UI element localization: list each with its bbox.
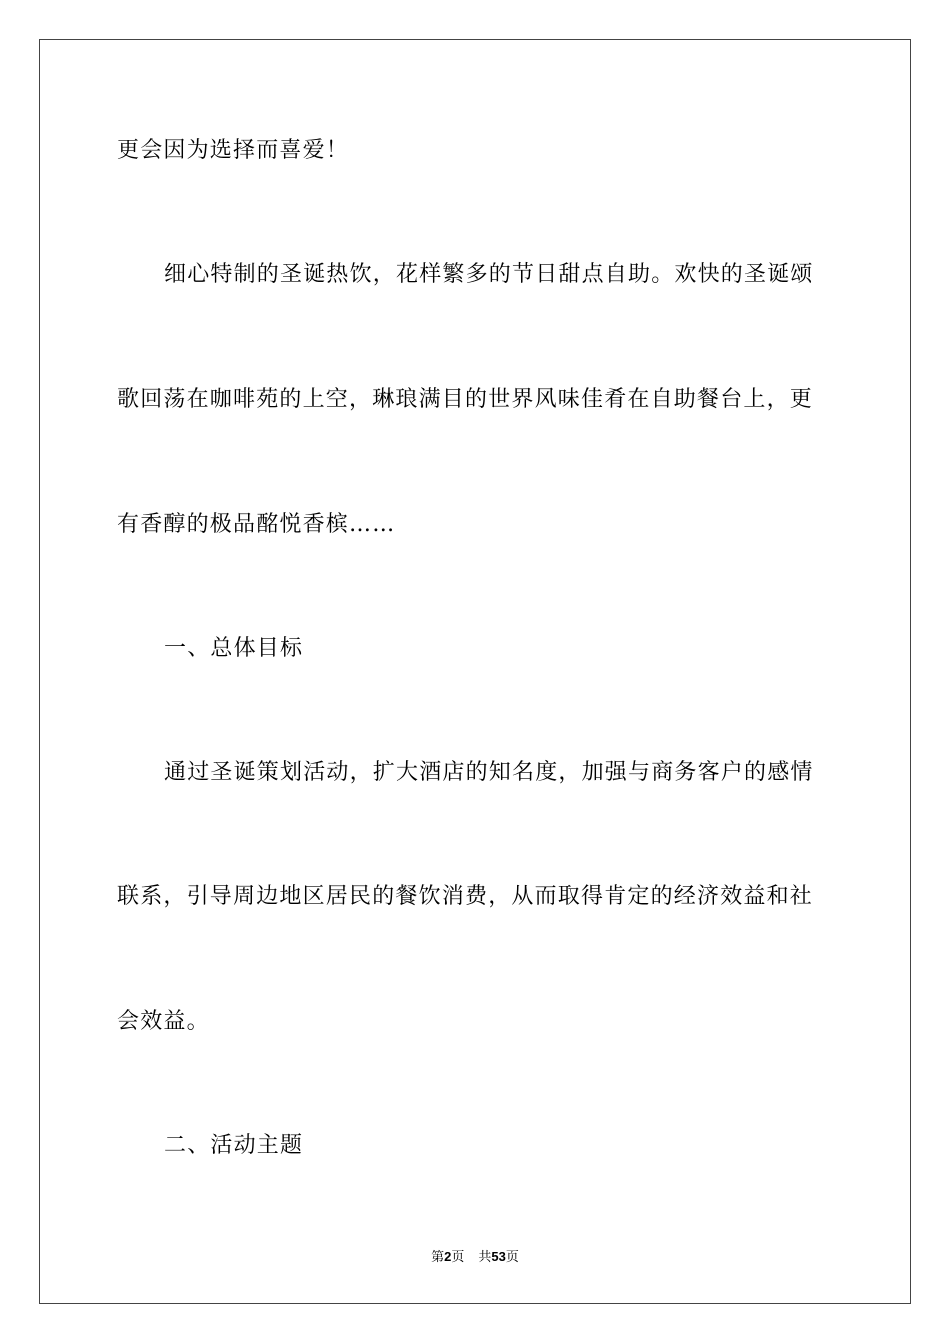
section-heading-2: 二、活动主题 [164, 1133, 304, 1158]
text-line-7: 联系，引导周边地区居民的餐饮消费，从而取得肯定的经济效益和社 [117, 884, 814, 909]
text-line-6: 通过圣诞策划活动，扩大酒店的知名度，加强与商务客户的感情 [164, 760, 814, 785]
text-line-1: 更会因为选择而喜爱！ [117, 138, 350, 163]
footer-total-suffix: 页 [505, 1250, 519, 1265]
footer-page-number: 2 [444, 1249, 452, 1264]
footer-total-prefix: 共 [478, 1250, 492, 1265]
section-heading-1: 一、总体目标 [164, 636, 304, 661]
footer-total-pages: 53 [491, 1249, 506, 1264]
text-line-2: 细心特制的圣诞热饮，花样繁多的节日甜点自助。欢快的圣诞颂 [164, 262, 814, 287]
page-footer [0, 1248, 950, 1267]
text-line-4: 有香醇的极品酩悦香槟…… [117, 512, 396, 537]
text-line-8: 会效益。 [117, 1009, 210, 1034]
text-line-3: 歌回荡在咖啡苑的上空，琳琅满目的世界风味佳肴在自助餐台上，更 [117, 387, 814, 412]
footer-page-suffix: 页 [451, 1250, 465, 1265]
footer-page-prefix: 第 [431, 1250, 445, 1265]
page-frame [39, 39, 911, 1304]
